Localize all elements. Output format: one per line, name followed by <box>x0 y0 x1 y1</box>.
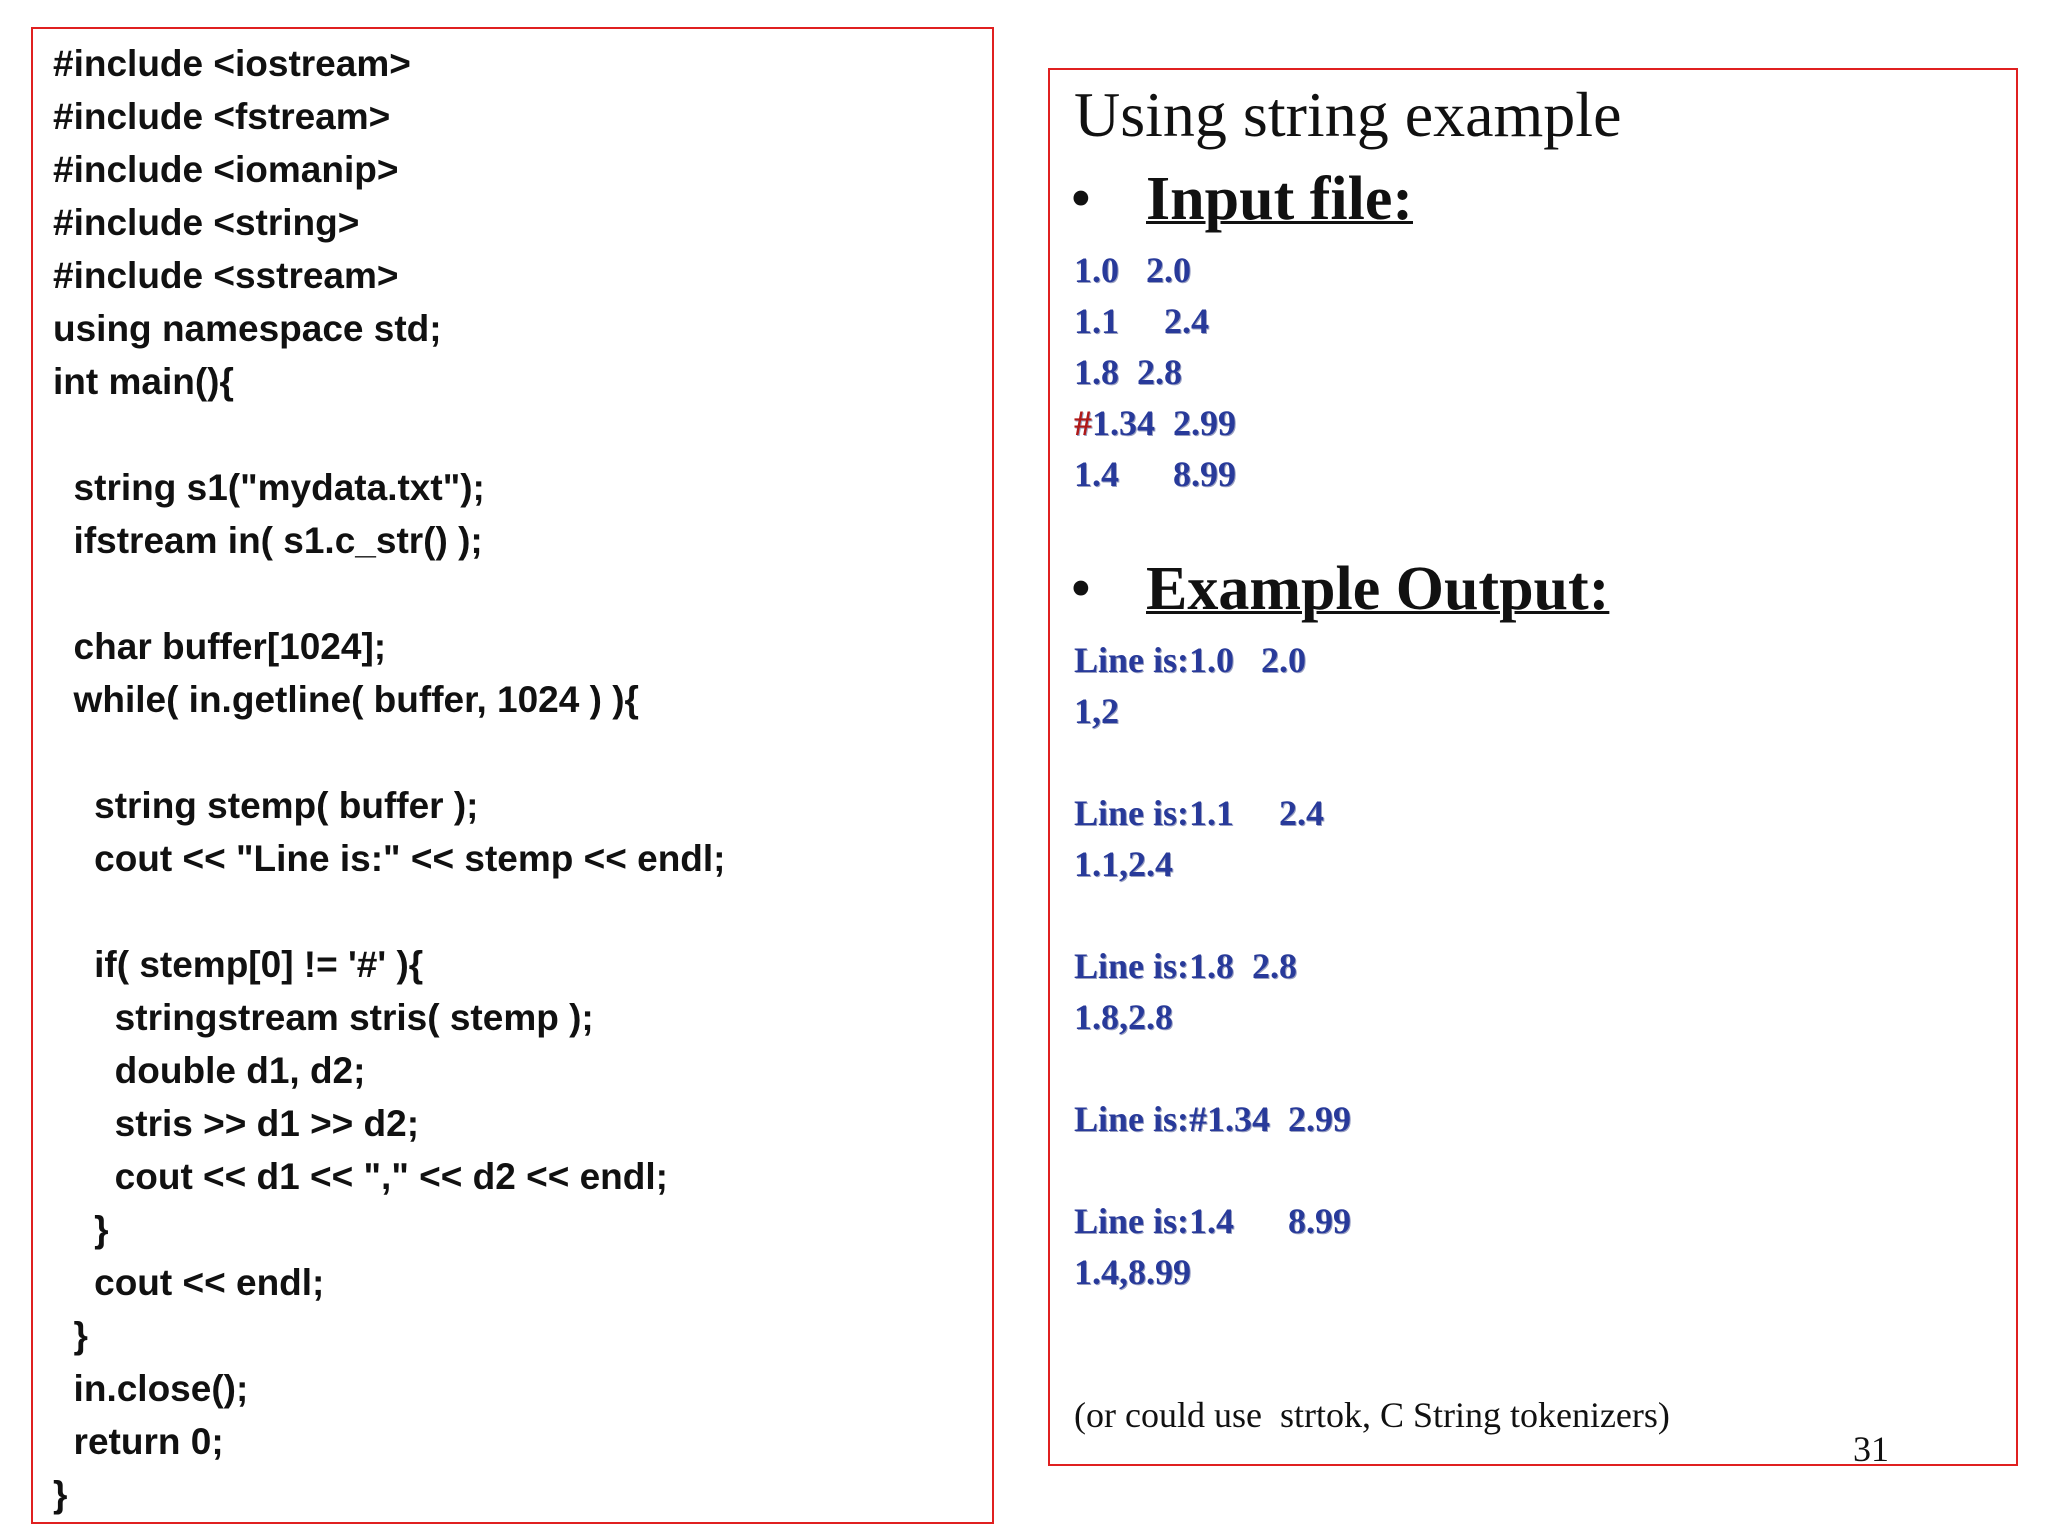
input-file-heading <box>1070 164 1413 235</box>
output-line <box>1074 737 1351 788</box>
input-line <box>1074 449 1236 500</box>
bullet-icon: • <box>1070 555 1092 623</box>
output-line: Line is:#1.34 2.99 <box>1074 1099 1352 1139</box>
comment-marker: # <box>1074 403 1092 443</box>
code-line: int main(){ <box>53 361 234 402</box>
input-line-text: 1.0 2.0 <box>1074 250 1191 290</box>
code-line: #include <iostream> <box>53 43 411 84</box>
input-line-text: 1.4 8.99 <box>1074 454 1236 494</box>
bullet-icon: • <box>1070 165 1092 233</box>
code-line: if( stemp[0] != '#' ){ <box>53 944 424 985</box>
output-line: 1,2 <box>1074 691 1119 731</box>
code-line: stringstream stris( stemp ); <box>53 997 594 1038</box>
code-line: } <box>53 1315 88 1356</box>
input-line <box>1074 296 1236 347</box>
code-line: cout << d1 << "," << d2 << endl; <box>53 1156 668 1197</box>
code-line: cout << "Line is:" << stemp << endl; <box>53 838 726 879</box>
code-line: using namespace std; <box>53 308 442 349</box>
input-file-lines <box>1074 245 1236 500</box>
code-line: char buffer[1024]; <box>53 626 387 667</box>
code-line: stris >> d1 >> d2; <box>53 1103 420 1144</box>
code-line <box>53 567 726 620</box>
input-line <box>1074 398 1236 449</box>
code-line: #include <fstream> <box>53 96 391 137</box>
code-line: while( in.getline( buffer, 1024 ) ){ <box>53 679 639 720</box>
output-line: 1.1,2.4 <box>1074 844 1173 884</box>
code-line: string s1("mydata.txt"); <box>53 467 485 508</box>
output-line: 1.8,2.8 <box>1074 997 1173 1037</box>
output-line <box>1074 1043 1351 1094</box>
code-line: } <box>53 1474 68 1515</box>
example-output-heading <box>1070 554 1609 625</box>
output-line: 1.4,8.99 <box>1074 1252 1191 1292</box>
code-line <box>53 408 726 461</box>
input-line <box>1074 245 1236 296</box>
input-file-heading-text: Input file: <box>1146 165 1413 233</box>
example-panel <box>1048 68 2018 1466</box>
code-line: cout << endl; <box>53 1262 325 1303</box>
code-listing <box>53 37 726 1521</box>
output-line: Line is:1.4 8.99 <box>1074 1201 1352 1241</box>
code-line: #include <sstream> <box>53 255 399 296</box>
code-line: double d1, d2; <box>53 1050 366 1091</box>
example-output-lines <box>1074 635 1351 1298</box>
code-line: string stemp( buffer ); <box>53 785 479 826</box>
tokenizer-note: (or could use strtok, C String tokenizers) <box>1074 1395 1670 1435</box>
code-line <box>53 885 726 938</box>
code-line: return 0; <box>53 1421 224 1462</box>
example-output-heading-text: Example Output: <box>1146 555 1610 623</box>
page-number: 31 <box>1853 1429 1889 1469</box>
output-line: Line is:1.0 2.0 <box>1074 640 1307 680</box>
code-line: in.close(); <box>53 1368 249 1409</box>
output-line: Line is:1.1 2.4 <box>1074 793 1325 833</box>
input-line-text: 1.34 2.99 <box>1092 403 1236 443</box>
code-line: } <box>53 1209 109 1250</box>
code-panel <box>31 27 994 1524</box>
output-line <box>1074 1145 1351 1196</box>
slide-title: Using string example <box>1074 79 1622 150</box>
output-line <box>1074 890 1351 941</box>
input-line <box>1074 347 1236 398</box>
code-line: ifstream in( s1.c_str() ); <box>53 520 483 561</box>
code-line: #include <string> <box>53 202 360 243</box>
code-line <box>53 726 726 779</box>
input-line-text: 1.8 2.8 <box>1074 352 1182 392</box>
code-line: #include <iomanip> <box>53 149 399 190</box>
output-line: Line is:1.8 2.8 <box>1074 946 1298 986</box>
input-line-text: 1.1 2.4 <box>1074 301 1209 341</box>
